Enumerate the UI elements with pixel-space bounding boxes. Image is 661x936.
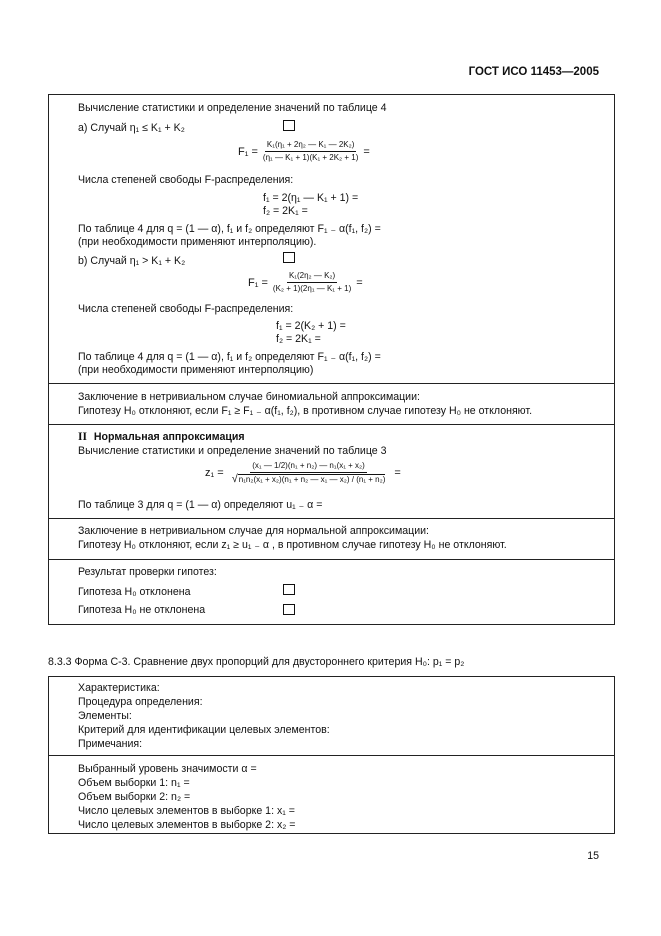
interp-line-b: (при необходимости применяют интерполяцию): [78, 364, 314, 376]
row-divider: [48, 559, 615, 560]
fraction: [261, 140, 360, 163]
result-not-rejected-label: Гипотеза H₀ не отклонена: [78, 604, 206, 616]
table4-line-b: По таблице 4 для q = (1 — α), f₁ и f₂ определяют F₁ ₋ α(f₁, f₂) =: [78, 351, 381, 363]
case-a-label: a) Случай η₁ ≤ K₁ + K₂: [78, 122, 185, 134]
form-param: Число целевых элементов в выборке 1: x₁ =: [78, 805, 295, 817]
normal-calc-title: Вычисление статистики и определение значений по таблице 3: [78, 445, 387, 457]
binomial-conclusion-title: Заключение в нетривиальном случае биномиальной аппроксимации:: [78, 391, 420, 403]
equals-sign: =: [363, 145, 370, 158]
fraction: [230, 461, 388, 485]
fraction-denominator: (K₂ + 1)(2η₁ — K₁ + 1): [272, 284, 352, 293]
dof-f1-a: f₁ = 2(η₁ — K₁ + 1) =: [263, 192, 359, 204]
form-param: Объем выборки 2: n₂ =: [78, 791, 191, 803]
dof-f1-b: f₁ = 2(K₂ + 1) =: [276, 320, 346, 332]
case-a-checkbox[interactable]: [283, 120, 295, 131]
result-title: Результат проверки гипотез:: [78, 566, 217, 578]
form-field: Процедура определения:: [78, 696, 203, 708]
roman-numeral: II: [78, 431, 87, 443]
form-field: Примечания:: [78, 738, 143, 750]
normal-section-title: Нормальная аппроксимация: [93, 431, 245, 443]
binomial-conclusion-rule: Гипотезу H₀ отклоняют, если F₁ ≥ F₁ ₋ α(f₁, f₂), в противном случае гипотезу H₀ не отклоняют.: [78, 405, 533, 417]
table4-line-a: По таблице 4 для q = (1 — α), f₁ и f₂ определяют F₁ ₋ α(f₁, f₂) =: [78, 223, 381, 235]
formula-z1: [205, 461, 401, 485]
result-rejected-checkbox[interactable]: [283, 584, 295, 595]
formula-lhs: F₁ =: [238, 145, 258, 158]
formula-f1-case-a: [238, 140, 370, 163]
sqrt-icon: √: [231, 473, 238, 485]
normal-section-heading: [78, 431, 245, 444]
normal-conclusion-rule: Гипотезу H₀ отклоняют, если z₁ ≥ u₁ ₋ α , в противном случае гипотезу H₀ не отклоняют.: [78, 539, 507, 551]
formula-lhs: F₁ =: [248, 276, 268, 289]
fraction-denominator: (η₁ — K₁ + 1)(K₁ + 2K₂ + 1): [262, 153, 359, 162]
form-param: Выбранный уровень значимости α =: [78, 763, 257, 775]
row-divider: [48, 755, 615, 756]
normal-conclusion-title: Заключение в нетривиальном случае для нормальной аппроксимации:: [78, 525, 429, 537]
table3-line: По таблице 3 для q = (1 — α) определяют u₁ ₋ α =: [78, 499, 323, 511]
interp-line-a: (при необходимости применяют интерполяцию).: [78, 236, 317, 248]
form-field: Критерий для идентификации целевых элементов:: [78, 724, 330, 736]
result-not-rejected-checkbox[interactable]: [283, 604, 295, 615]
dof-f2-b: f₂ = 2K₁ =: [276, 333, 321, 345]
fraction: [271, 271, 353, 294]
row-divider: [48, 424, 615, 425]
document-id: ГОСТ ИСО 11453—2005: [468, 66, 599, 78]
formula-f1-case-b: [248, 271, 363, 294]
row-divider: [48, 518, 615, 519]
form-c3-heading: 8.3.3 Форма С-3. Сравнение двух пропорций для двустороннего критерия H₀: p₁ = p₂: [48, 656, 465, 668]
form-param: Число целевых элементов в выборке 2: x₂ =: [78, 819, 296, 831]
result-rejected-label: Гипотеза H₀ отклонена: [78, 586, 191, 598]
formula-lhs: z₁ =: [205, 467, 224, 479]
equals-sign: =: [356, 276, 363, 289]
page-number: 15: [587, 850, 599, 862]
fraction-numerator: (x₁ — 1/2)(n₁ + n₂) — n₁(x₁ + x₂): [250, 461, 367, 473]
case-b-checkbox[interactable]: [283, 252, 295, 263]
row-divider: [48, 383, 615, 384]
case-b-label: b) Случай η₁ > K₁ + K₂: [78, 255, 186, 267]
equals-sign: =: [394, 467, 401, 479]
fraction-denominator: [230, 473, 388, 485]
section-title: Вычисление статистики и определение значений по таблице 4: [78, 102, 387, 114]
form-field: Характеристика:: [78, 682, 160, 694]
dof-title-a: Числа степеней свободы F-распределения:: [78, 174, 294, 186]
dof-title-b: Числа степеней свободы F-распределения:: [78, 303, 294, 315]
dof-f2-a: f₂ = 2K₁ =: [263, 205, 308, 217]
fraction-numerator: K₁(η₁ + 2η₂ — K₁ — 2K₂): [265, 140, 356, 152]
fraction-numerator: K₁(2η₂ — K₂): [287, 271, 337, 283]
form-param: Объем выборки 1: n₁ =: [78, 777, 190, 789]
form-field: Элементы:: [78, 710, 132, 722]
sqrt-argument: n₁n₂(x₁ + x₂)(n₁ + n₂ — x₁ — x₂) / (n₁ + n₂): [238, 475, 386, 484]
